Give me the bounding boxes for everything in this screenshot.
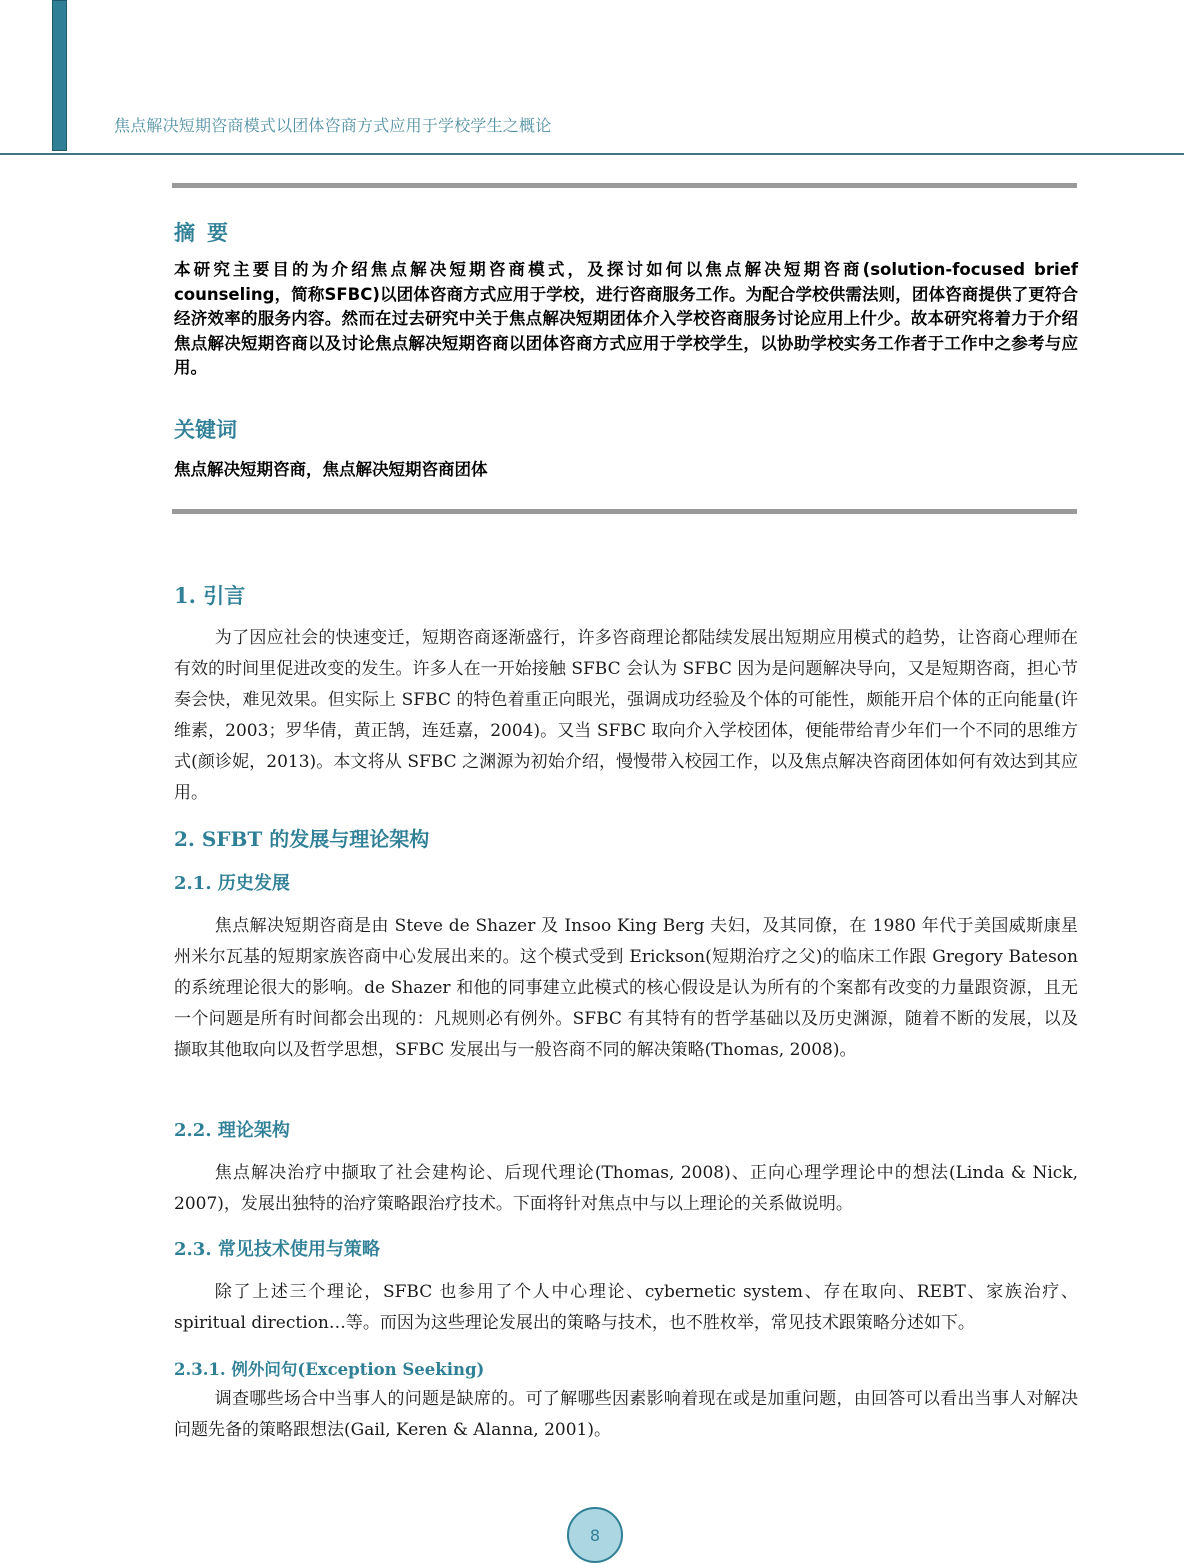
header-rule (0, 153, 1184, 155)
section-2-3-heading: 2.3. 常见技术使用与策略 (174, 1239, 380, 1260)
section-1-heading: 1. 引言 (174, 583, 246, 608)
section-2-3-1-paragraph: 调查哪些场合中当事人的问题是缺席的。可了解哪些因素影响着现在或是加重问题，由回答可以看出当事人对解决问题先备的策略跟想法(Gail, Keren & Alanna, 2001)。 (174, 1389, 1078, 1440)
section-1-paragraph: 为了因应社会的快速变迁，短期咨商逐渐盛行，许多咨商理论都陆续发展出短期应用模式的趋势，让咨商心理师在有效的时间里促进改变的发生。许多人在一开始接触 SFBC 会认为 SFBC 因为是问题解决导向，又是短期咨商，担心节奏会快，难见效果。但实际上 SFBC 的特色着重正向眼光，强调成功经验及个体的可能性，颇能开启个体的正向能量(许维素，2003；罗华倩，黄正鹄，连廷嘉，2004)。又当 SFBC 取向介入学校团体，便能带给青少年们一个不同的思维方式(颜诊妮，2013)。本文将从 SFBC 之渊源为初始介绍，慢慢带入校园工作，以及焦点解决咨商团体如何有效达到其应用。 (174, 628, 1078, 803)
section-2-heading: 2. SFBT 的发展与理论架构 (174, 827, 430, 851)
section-2-1-paragraph: 焦点解决短期咨商是由 Steve de Shazer 及 Insoo King Berg 夫妇，及其同僚，在 1980 年代于美国威斯康星州米尔瓦基的短期家族咨商中心发展出来的。这个模式受到 Erickson(短期治疗之父)的临床工作跟 Gregory Bateson 的系统理论很大的影响。de Shazer 和他的同事建立此模式的核心假设是认为所有的个案都有改变的力量跟资源，且无一个问题是所有时间都会出现的：凡规则必有例外。SFBC 有其特有的哲学基础以及历史渊源，随着不断的发展，以及撷取其他取向以及哲学思想，SFBC 发展出与一般咨商不同的解决策略(Thomas, 2008)。 (174, 916, 1078, 1060)
header-accent-bar (52, 0, 67, 151)
keywords-heading: 关键词 (174, 418, 237, 442)
abstract-body: 本研究主要目的为介绍焦点解决短期咨商模式，及探讨如何以焦点解决短期咨商(solution-focused brief counseling，简称SFBC)以团体咨商方式应用于学校，进行咨商服务工作。为配合学校供需法则，团体咨商提供了更符合经济效率的服务内容。然而在过去研究中关于焦点解决短期团体介入学校咨商服务讨论应用上什少。故本研究将着力于介绍焦点解决短期咨商以及讨论焦点解决短期咨商以团体咨商方式应用于学校学生，以协助学校实务工作者于工作中之参考与应用。 (174, 260, 1078, 377)
section-2-2-heading: 2.2. 理论架构 (174, 1120, 290, 1141)
section-2-1-heading: 2.1. 历史发展 (174, 873, 290, 894)
abstract-heading: 摘要 (174, 221, 240, 245)
page-number-badge (567, 1507, 623, 1563)
section-2-3-paragraph: 除了上述三个理论，SFBC 也参用了个人中心理论、cybernetic system、存在取向、REBT、家族治疗、spiritual direction…等。而因为这些理论发展出的策略与技术，也不胜枚举，常见技术跟策略分述如下。 (174, 1282, 1078, 1333)
keywords-body: 焦点解决短期咨商，焦点解决短期咨商团体 (174, 460, 488, 479)
abstract-top-divider (172, 183, 1077, 188)
abstract-bottom-divider (172, 509, 1077, 514)
section-2-3-1-heading: 2.3.1. 例外问句(Exception Seeking) (174, 1360, 485, 1379)
running-title: 焦点解决短期咨商模式以团体咨商方式应用于学校学生之概论 (114, 116, 552, 135)
page-number: 8 (589, 1525, 601, 1545)
section-2-2-paragraph: 焦点解决治疗中撷取了社会建构论、后现代理论(Thomas, 2008)、正向心理学理论中的想法(Linda & Nick, 2007)，发展出独特的治疗策略跟治疗技术。下面将针对焦点中与以上理论的关系做说明。 (174, 1163, 1078, 1214)
